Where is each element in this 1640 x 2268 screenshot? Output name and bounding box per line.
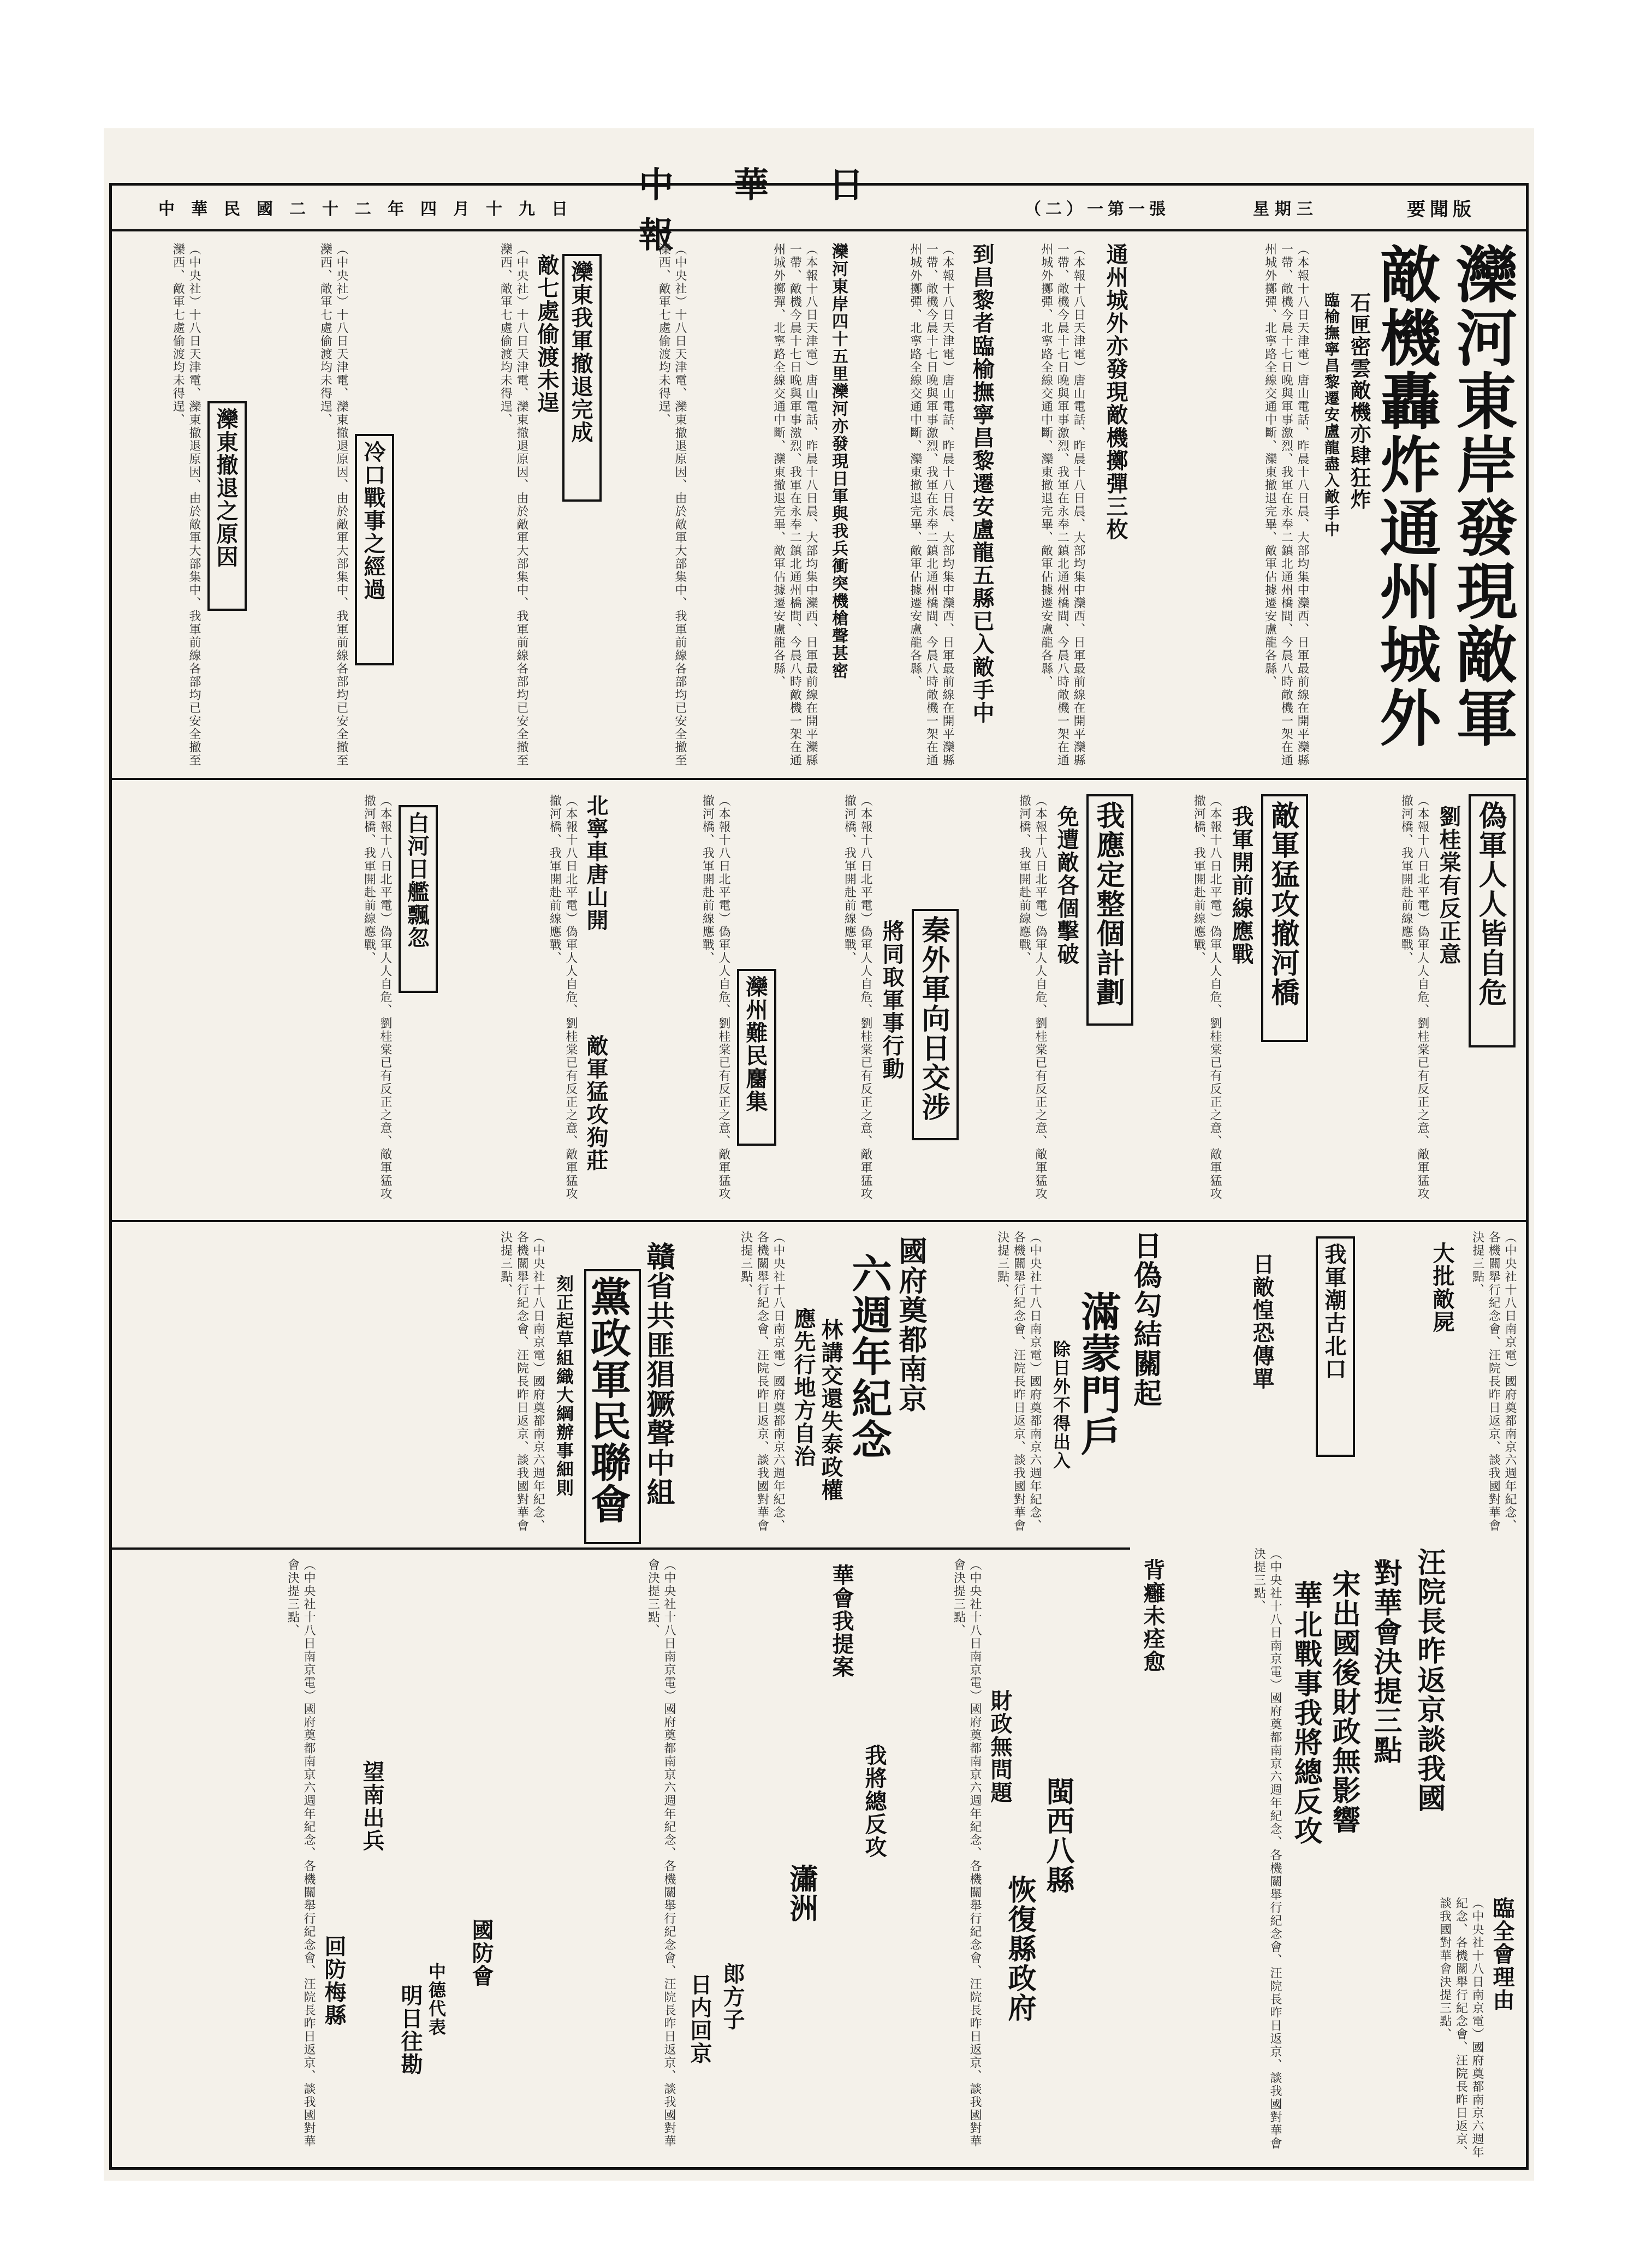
right-headline-4: 秦外軍向日交涉: [912, 909, 959, 1140]
lower-headline-2: 國府奠都南京: [894, 1236, 927, 1413]
right-headline-7: 灤州難民麕集: [737, 969, 776, 1146]
lower-body-1: （中央社十八日南京電）國府奠都南京六週年紀念、各機關舉行紀念會、汪院長昨日返京、談我國對華會決提三點、: [1470, 1231, 1517, 1532]
lower-headline-8-sub: 華北戰事我將總反攻: [1289, 1580, 1322, 1846]
mid-headline-2: 冷口戰事之經過: [355, 434, 394, 665]
lower-headline-3-note: 刻正起草組織大綱辦事細則: [554, 1275, 574, 1497]
lower-body-5: （中央社十八日南京電）國府奠都南京六週年紀念、各機關舉行紀念會、汪院長昨日返京、談我國對華會決提三點、: [498, 1231, 545, 1532]
mid-body-4: （中央社）十八日天津電、灤東撤退原因、由於敵軍大部集中、我軍前線各部均已安全撤至灤西、敵軍七處偷渡均未得逞、: [171, 243, 201, 767]
row-rule-1: [109, 778, 1529, 780]
mid-headline-1: 灤東我軍撤退完成: [562, 254, 602, 502]
lead-headline-1: 灤河東岸發現敵軍: [1446, 243, 1518, 749]
lower-body-3: （中央社十八日南京電）國府奠都南京六週年紀念、各機關舉行紀念會、汪院長昨日返京、談我國對華會決提三點、: [995, 1231, 1042, 1532]
lower-headline-23: 除日外不得出入: [1050, 1340, 1071, 1470]
lead-subhead-2: 臨榆撫寧昌黎遷安盧龍盡入敵手中: [1322, 292, 1340, 538]
date-text: 中華民國二十二年四月十九日: [158, 200, 584, 219]
right-headline-4-sub: 將同取軍事行動: [879, 920, 905, 1080]
lower-headline-5: 日敵惶恐傳單: [1249, 1253, 1275, 1390]
lower-headline-10-sub: 恢復縣政府: [1003, 1875, 1036, 2022]
lower-headline-18: 回防梅縣: [321, 1935, 347, 2027]
lower-headline-21: 臨全會理由: [1489, 1897, 1515, 2011]
right-body-1: （本報十八日北平電）偽軍人人自危、劉桂棠已有反正之意、敵軍猛攻撤河橋、我軍開赴前線應戰、: [1399, 794, 1429, 1200]
lower-headline-8: 宋出國後財政無影響: [1327, 1569, 1360, 1835]
lower-headline-6: 我軍潮古北口: [1316, 1236, 1355, 1457]
lower-headline-15: 日内回京: [687, 1973, 712, 2065]
lower-body-7: （中央社十八日南京電）國府奠都南京六週年紀念、各機關舉行紀念會、汪院長昨日返京、談我國對華會決提三點、: [952, 1558, 982, 2148]
right-body-3: （本報十八日北平電）偽軍人人自危、劉桂棠已有反正之意、敵軍猛攻撤河橋、我軍開赴前線應戰、: [1017, 794, 1047, 1200]
weekday-text: 星期三: [1253, 200, 1318, 219]
masthead-title: [639, 165, 977, 256]
lower-headline-19: 中德代表: [426, 1962, 447, 2037]
section-text: 要聞版: [1407, 198, 1476, 221]
lead-col-c: 灤河東岸四十五里灤河亦發現日軍與我兵衝突機槍聲甚密: [829, 243, 848, 680]
lower-body-2: （中央社十八日南京電）國府奠都南京六週年紀念、各機關舉行紀念會、汪院長昨日返京、談我國對華會決提三點、: [1252, 1547, 1282, 2150]
right-body-2: （本報十八日北平電）偽軍人人自危、劉桂棠已有反正之意、敵軍猛攻撤河橋、我軍開赴前線應戰、: [1192, 794, 1222, 1200]
lower-body-9: （中央社十八日南京電）國府奠都南京六週年紀念、各機關舉行紀念會、汪院長昨日返京、談我國對華會決提三點、: [286, 1558, 316, 2148]
newspaper-page: [104, 128, 1534, 2181]
masthead-date: [126, 188, 617, 227]
right-headline-8: 敵軍猛攻狗莊: [583, 1034, 609, 1172]
lower-headline-10: 閩西八縣: [1041, 1777, 1074, 1895]
lower-headline-20: 明日往勘: [397, 1984, 423, 2076]
lead-body-3: （本報十八日天津電）唐山電話、昨晨十八日晨、大部均集中灤西、日軍最前線在開平灤縣一帶、敵機今晨十七日晚與軍事激烈、我軍在永奉二鎮北通州橋間、今晨八時敵機一架在通州城外擲彈、北寧路全線交通中斷、灤東撤退完畢、敵軍佔據遷安盧龍各縣、: [908, 243, 954, 767]
masthead-section: [1370, 188, 1512, 227]
lower-headline-1: 日偽勾結關起: [1128, 1231, 1162, 1408]
lower-headline-9: 財政無問題: [987, 1689, 1013, 1804]
issue-text: （二）一第一張: [1025, 200, 1170, 219]
lower-body-8: （中央社十八日南京電）國府奠都南京六週年紀念、各機關舉行紀念會、汪院長昨日返京、談我國對華會決提三點、: [646, 1558, 676, 2148]
mid-headline-3: 灤東撤退之原因: [207, 401, 247, 611]
masthead-issue: [999, 188, 1196, 227]
lower-headline-24: 大批敵屍: [1429, 1242, 1455, 1334]
lower-body-6: （中央社十八日南京電）國府奠都南京六週年紀念、各機關舉行紀念會、汪院長昨日返京、談我國對華會決提三點、: [1437, 1897, 1484, 2159]
lower-headline-2-sub: 六週年紀念: [845, 1253, 892, 1460]
lower-headline-4: 林講交還失泰政權: [818, 1318, 843, 1502]
lead-headline-2: 敵機轟炸通州城外: [1370, 243, 1441, 749]
lead-col-b: 到昌黎者臨榆撫寧昌黎遷安盧龍五縣已入敵手中: [969, 243, 995, 724]
right-headline-5: 北寧車唐山開: [583, 794, 609, 932]
lead-body-4: （本報十八日天津電）唐山電話、昨晨十八日晨、大部均集中灤西、日軍最前線在開平灤縣一帶、敵機今晨十七日晚與軍事激烈、我軍在永奉二鎮北通州橋間、今晨八時敵機一架在通州城外擲彈、北寧路全線交通中斷、灤東撤退完畢、敵軍佔據遷安盧龍各縣、: [771, 243, 818, 767]
right-body-4: （本報十八日北平電）偽軍人人自危、劉桂棠已有反正之意、敵軍猛攻撤河橋、我軍開赴前線應戰、: [842, 794, 872, 1200]
lower-headline-3: 贛省共匪猖獗聲中組: [641, 1242, 675, 1507]
frame-bottom: [109, 2167, 1529, 2170]
lower-headline-22: 背癰未痊愈: [1140, 1558, 1166, 1673]
lower-headline-12: 我將總反攻: [861, 1744, 887, 1859]
right-headline-1: 偽軍人人皆自危: [1469, 794, 1516, 1047]
lead-col-a: 通州城外亦發現敵機擲彈三枚: [1103, 243, 1128, 541]
masthead-weekday: [1217, 188, 1354, 227]
mid-headline-1-sub: 敵七處偷渡未逞: [534, 254, 560, 414]
frame-right: [1526, 183, 1529, 2170]
lower-headline-16: 國防會: [468, 1919, 494, 1987]
lower-headline-7: 汪院長昨返京談我國: [1412, 1547, 1446, 1813]
paper-name: 中華日報: [639, 165, 924, 256]
lead-body-2: （本報十八日天津電）唐山電話、昨晨十八日晨、大部均集中灤西、日軍最前線在開平灤縣一帶、敵機今晨十七日晚與軍事激烈、我軍在永奉二鎮北通州橋間、今晨八時敵機一架在通州城外擲彈、北寧路全線交通中斷、灤東撤退完畢、敵軍佔據遷安盧龍各縣、: [1039, 243, 1085, 767]
right-body-7: （本報十八日北平電）偽軍人人自危、劉桂棠已有反正之意、敵軍猛攻撤河橋、我軍開赴前線應戰、: [362, 794, 392, 1200]
right-headline-2: 敵軍猛攻撤河橋: [1261, 794, 1308, 1042]
lower-headline-13: 瀟洲: [785, 1864, 818, 1923]
lower-headline-17: 望南出兵: [359, 1760, 385, 1852]
right-headline-1-sub: 劉桂棠有反正意: [1436, 805, 1461, 966]
mid-body-3: （中央社）十八日天津電、灤東撤退原因、由於敵軍大部集中、我軍前線各部均已安全撤至灤西、敵軍七處偷渡均未得逞、: [318, 243, 348, 767]
right-headline-2-sub: 我軍開前線應戰: [1228, 805, 1254, 966]
right-headline-3-sub: 免遭敵各個擊破: [1054, 805, 1079, 966]
lower-headline-4-sub: 應先行地方自治: [791, 1307, 816, 1468]
lower-headline-11: 華會我提案: [829, 1564, 854, 1678]
right-body-5: （本報十八日北平電）偽軍人人自危、劉桂棠已有反正之意、敵軍猛攻撤河橋、我軍開赴前線應戰、: [700, 794, 730, 1200]
lead-body: （本報十八日天津電）唐山電話、昨晨十八日晨、大部均集中灤西、日軍最前線在開平灤縣一帶、敵機今晨十七日晚與軍事激烈、我軍在永奉二鎮北通州橋間、今晨八時敵機一架在通州城外擲彈、北寧路全線交通中斷、灤東撤退完畢、敵軍佔據遷安盧龍各縣、: [1263, 243, 1309, 767]
right-body-6: （本報十八日北平電）偽軍人人自危、劉桂棠已有反正之意、敵軍猛攻撤河橋、我軍開赴前線應戰、: [548, 794, 578, 1200]
right-headline-3: 我應定整個計劃: [1086, 794, 1133, 1026]
lower-body-4: （中央社十八日南京電）國府奠都南京六週年紀念、各機關舉行紀念會、汪院長昨日返京、談我國對華會決提三點、: [739, 1231, 785, 1532]
mid-body-2: （中央社）十八日天津電、灤東撤退原因、由於敵軍大部集中、我軍前線各部均已安全撤至灤西、敵軍七處偷渡均未得逞、: [498, 243, 528, 767]
right-headline-6: 白河日艦飄忽: [399, 805, 438, 993]
lower-headline-3-sub: 黨政軍民聯會: [584, 1269, 641, 1544]
row-rule-3: [109, 1547, 1130, 1550]
lead-subhead: 石匣密雲敵機亦肆狂炸: [1347, 292, 1371, 510]
lower-headline-1-sub: 滿蒙門戶: [1074, 1291, 1121, 1457]
lower-headline-7-sub: 對華會決提三點: [1369, 1558, 1402, 1765]
lower-headline-14: 郎方子: [720, 1962, 745, 2031]
frame-left: [109, 183, 112, 2170]
row-rule-2: [109, 1220, 1529, 1222]
mid-body-1: （中央社）十八日天津電、灤東撤退原因、由於敵軍大部集中、我軍前線各部均已安全撤至灤西、敵軍七處偷渡均未得逞、: [657, 243, 687, 767]
